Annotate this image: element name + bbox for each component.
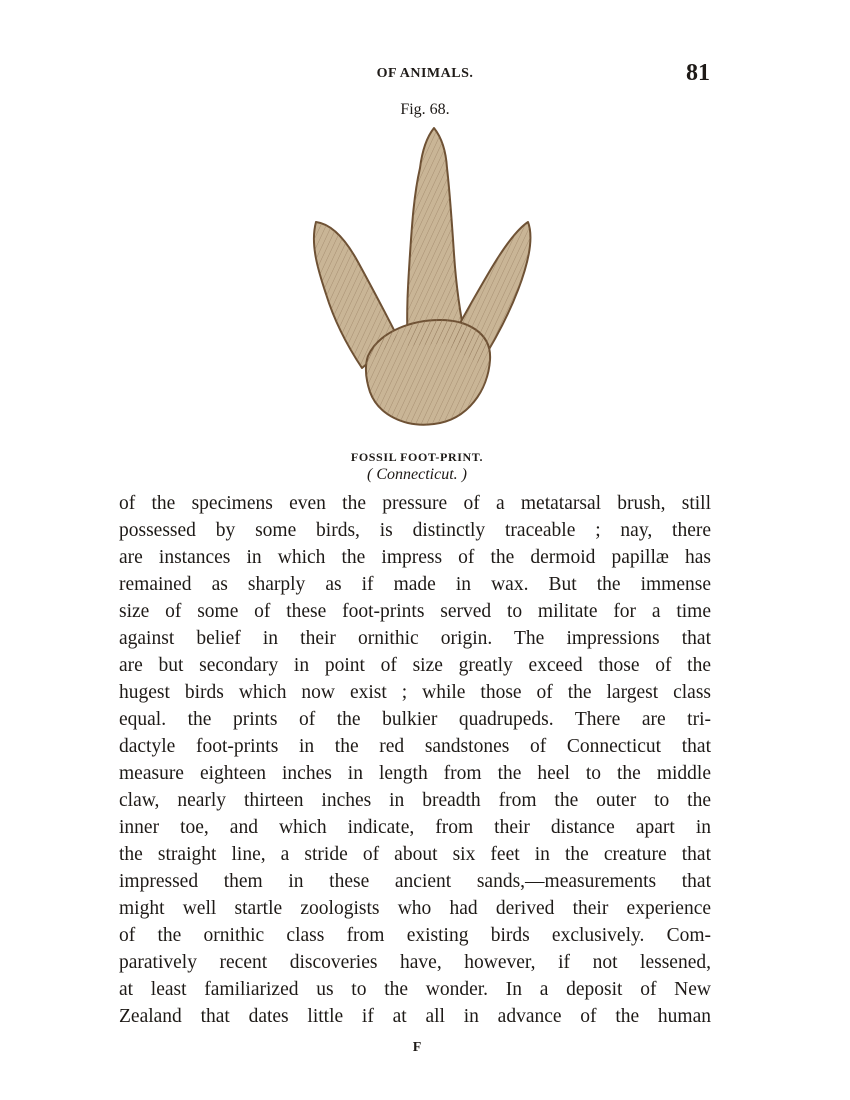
body-line: possessed by some birds, is distinctly traceable ; nay, there (119, 520, 711, 541)
body-line: size of some of these foot-prints served to militate for a time (119, 601, 711, 622)
page-number: 81 (686, 60, 710, 86)
figure-caption-subtitle: ( Connecticut. ) (367, 466, 467, 483)
body-line: impressed them in these ancient sands,—measurements that (119, 871, 711, 892)
body-line: claw, nearly thirteen inches in breadth from the outer to the (119, 790, 711, 811)
fossil-footprint-figure (296, 124, 546, 444)
body-line: measure eighteen inches in length from the heel to the middle (119, 763, 711, 784)
body-line: are but secondary in point of size greatly exceed those of the (119, 655, 711, 676)
figure-caption-title: FOSSIL FOOT-PRINT. (350, 450, 484, 464)
body-text (119, 490, 711, 1030)
body-line: the straight line, a stride of about six feet in the creature that (119, 844, 711, 865)
body-line: remained as sharply as if made in wax. But the immense (119, 574, 711, 595)
running-head: OF ANIMALS. (376, 66, 474, 81)
body-line: paratively recent discoveries have, however, if not lessened, (119, 952, 711, 973)
body-line: hugest birds which now exist ; while those of the largest class (119, 682, 711, 703)
body-line: of the ornithic class from existing birds exclusively. Com- (119, 925, 711, 946)
body-line: inner toe, and which indicate, from their distance apart in (119, 817, 711, 838)
body-line: against belief in their ornithic origin. The impressions that (119, 628, 711, 649)
body-line: of the specimens even the pressure of a metatarsal brush, still (119, 493, 711, 514)
signature-mark: F (412, 1040, 422, 1055)
body-line: are instances in which the impress of the dermoid papillæ has (119, 547, 711, 568)
body-line: Zealand that dates little if at all in advance of the human (119, 1006, 711, 1027)
body-line: equal. the prints of the bulkier quadrupeds. There are tri- (119, 709, 711, 730)
figure-label: Fig. 68. (400, 101, 450, 118)
fossil-footprint-icon (296, 124, 546, 444)
body-line: at least familiarized us to the wonder. In a deposit of New (119, 979, 711, 1000)
body-line: dactyle foot-prints in the red sandstones of Connecticut that (119, 736, 711, 757)
body-line: might well startle zoologists who had derived their experience (119, 898, 711, 919)
